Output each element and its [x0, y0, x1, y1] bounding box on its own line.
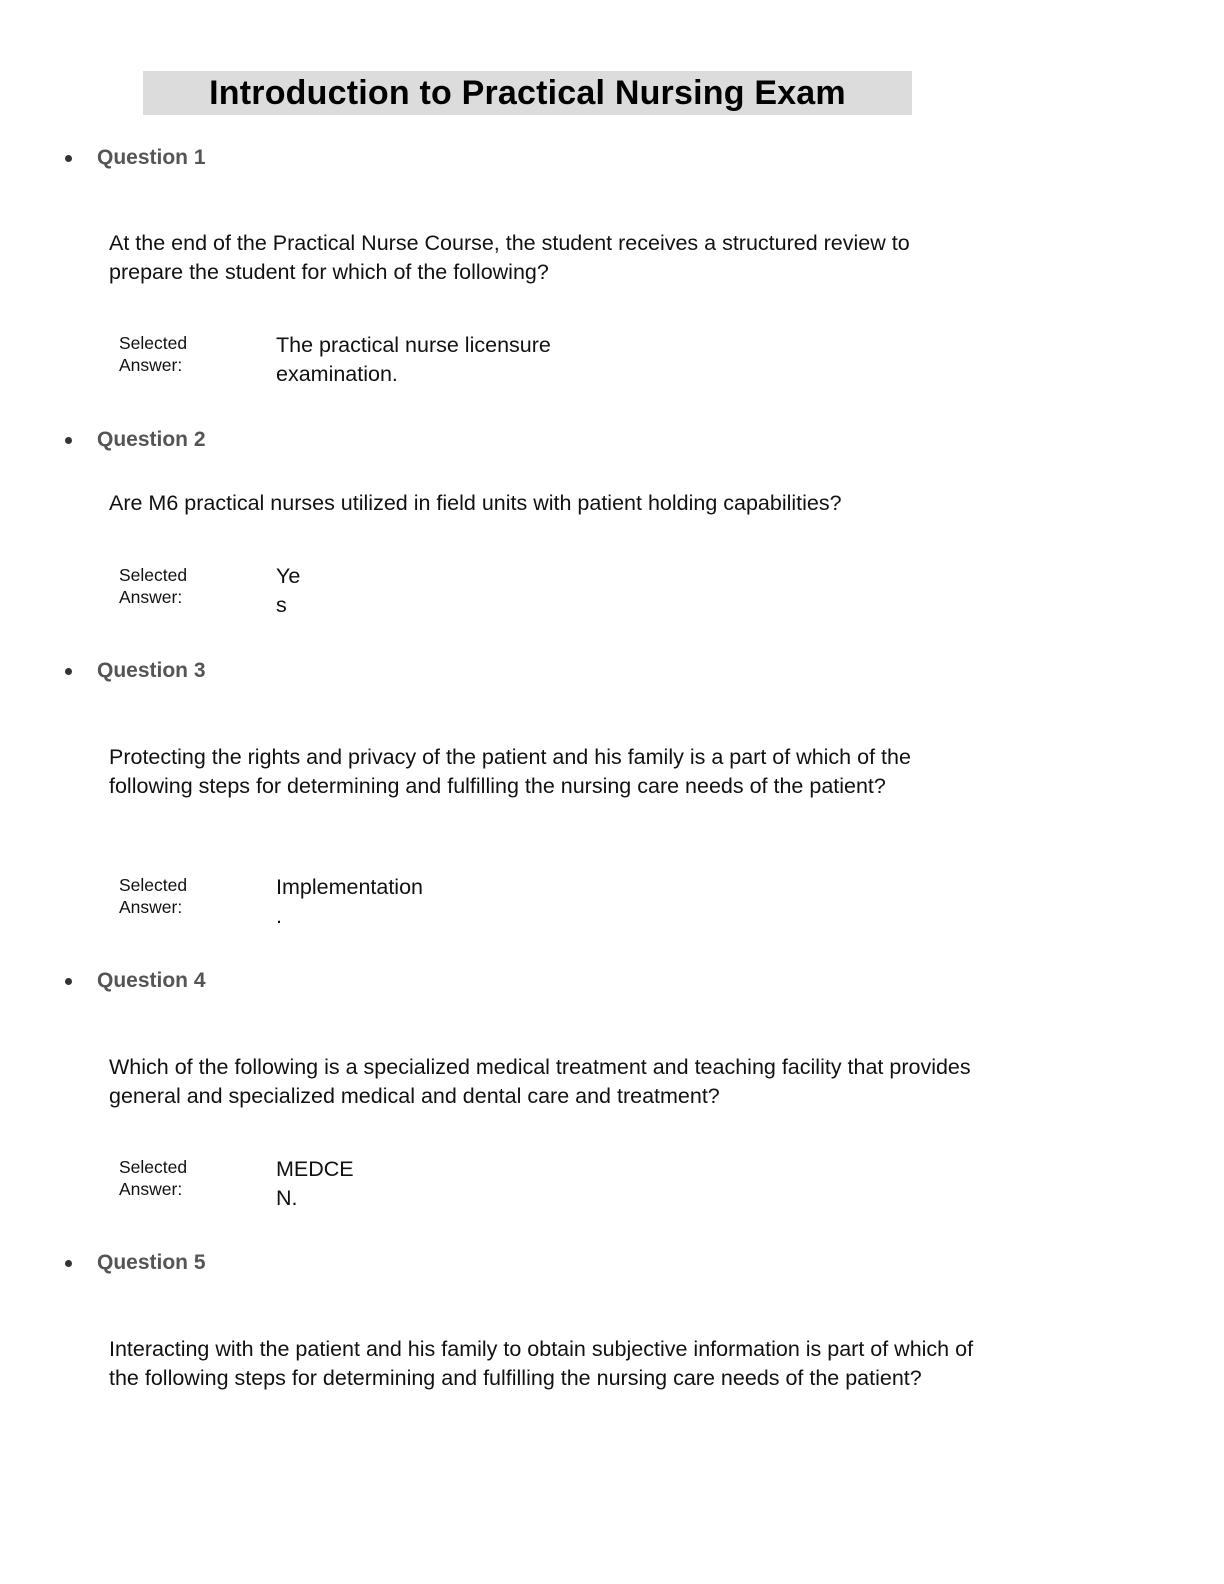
question-text: Protecting the rights and privacy of the patient and his family is a part of which of the following steps for determining and fulfilling the nursing care needs of the patient? [109, 745, 911, 798]
selected-answer: The practical nurse licensure examination. [276, 333, 551, 386]
question-header [60, 425, 206, 455]
selected-answer-label: Selected Answer: [119, 565, 188, 607]
question-text: At the end of the Practical Nurse Course, the student receives a structured review to prepare the student for which of the following? [109, 231, 910, 284]
question-label: Question 5 [97, 1251, 206, 1274]
question-label: Question 4 [97, 969, 206, 992]
bullet-icon [65, 1260, 72, 1267]
selected-answer: MEDCE N. [276, 1157, 354, 1210]
selected-answer-label: Selected Answer: [119, 1157, 188, 1199]
selected-answer: Ye s [276, 564, 301, 617]
question-text: Which of the following is a specialized medical treatment and teaching facility that provides general and specialized medical and dental care and treatment? [109, 1055, 971, 1108]
selected-answer: Implementation . [276, 875, 423, 928]
bullet-icon [65, 668, 72, 675]
question-header [60, 656, 206, 686]
bullet-icon [65, 978, 72, 985]
question-header [60, 966, 206, 996]
selected-answer-label: Selected Answer: [119, 875, 188, 917]
title-bar [143, 71, 912, 115]
bullet-icon [65, 155, 72, 162]
question-header [60, 143, 206, 173]
question-label: Question 3 [97, 659, 206, 682]
question-text: Interacting with the patient and his family to obtain subjective information is part of which of the following steps for determining and fulfilling the nursing care needs of the patient? [109, 1337, 974, 1390]
question-label: Question 1 [97, 146, 206, 169]
question-text: Are M6 practical nurses utilized in field units with patient holding capabilities? [109, 491, 842, 515]
page-title: Introduction to Practical Nursing Exam [209, 73, 846, 112]
selected-answer-label: Selected Answer: [119, 333, 188, 375]
question-header [60, 1248, 206, 1278]
question-label: Question 2 [97, 428, 206, 451]
bullet-icon [65, 437, 72, 444]
